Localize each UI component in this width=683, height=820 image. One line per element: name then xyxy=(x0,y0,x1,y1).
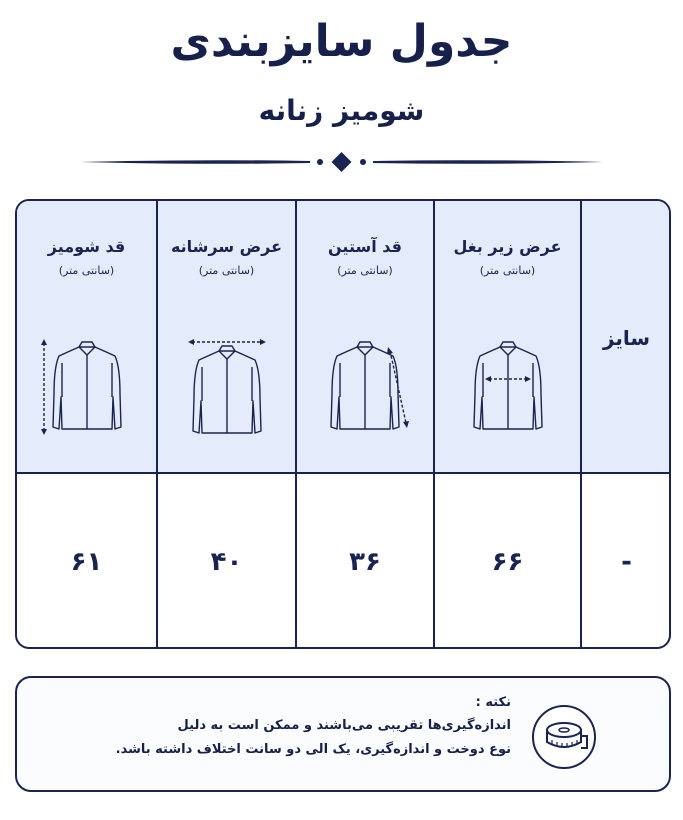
shirt-chest-width-icon xyxy=(453,339,563,439)
value-shirt-length: ۶۱ xyxy=(70,546,103,577)
ornamental-divider xyxy=(80,150,603,174)
column-sleeve-length xyxy=(295,201,433,647)
shirt-shoulder-width-icon xyxy=(172,339,282,439)
column-shirt-length xyxy=(17,201,156,647)
column-label: عرض سرشانه xyxy=(170,237,283,256)
value-sleeve-length: ۳۶ xyxy=(349,546,381,577)
page-subtitle: شومیز زنانه xyxy=(258,94,425,127)
size-header: سایز xyxy=(602,325,651,350)
column-shoulder-width xyxy=(156,201,295,647)
note-title: نکته : xyxy=(475,695,511,710)
value-shoulder-width: ۴۰ xyxy=(210,546,243,577)
column-size xyxy=(580,201,671,647)
column-unit: (سانتی متر) xyxy=(479,264,536,277)
column-label: قد شومیز xyxy=(47,237,126,256)
note-line-1: اندازه‌گیری‌ها تقریبی می‌باشند و ممکن است به دلیل xyxy=(177,718,511,733)
column-chest-width xyxy=(433,201,580,647)
value-size: - xyxy=(621,546,632,577)
measuring-tape-icon xyxy=(531,704,597,770)
shirt-length-icon xyxy=(32,339,142,439)
column-label: عرض زیر بغل xyxy=(453,237,562,256)
note-line-2: نوع دوخت و اندازه‌گیری، یک الی دو سانت اختلاف داشته باشد. xyxy=(115,742,511,757)
column-unit: (سانتی متر) xyxy=(337,264,393,277)
column-label: قد آستین xyxy=(328,237,402,256)
column-unit: (سانتی متر) xyxy=(58,264,115,277)
page-title: جدول سایزبندی xyxy=(170,16,513,67)
shirt-sleeve-length-icon xyxy=(310,339,420,439)
value-chest-width: ۶۶ xyxy=(491,546,524,577)
note-box xyxy=(15,676,671,792)
size-table xyxy=(15,199,671,649)
column-unit: (سانتی متر) xyxy=(198,264,255,277)
